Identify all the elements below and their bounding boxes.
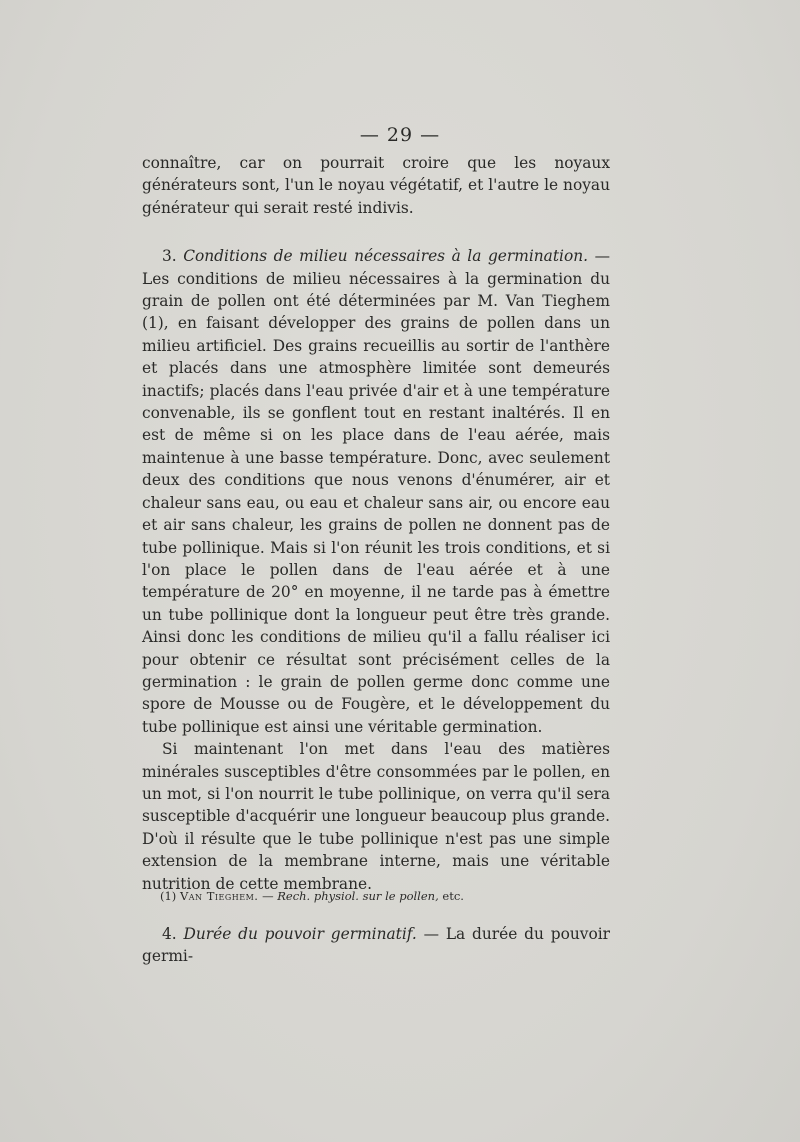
footnote-rest: etc. (442, 889, 464, 903)
section-title-conditions: Conditions de milieu nécessaires à la germination. (183, 247, 589, 266)
section-number-3: 3. (162, 247, 177, 266)
footnote-author: Van Tieghem. (179, 889, 259, 903)
paragraph-4 (142, 923, 610, 968)
paragraph-2-body: — Les conditions de milieu nécessaires à la germination du grain de pollen ont été déterminées par M. Van Tieghem (1), en faisant développer des grains de pollen dans un milieu artificiel. Des grains recueillis au sortir de l'anthère et placés dans une atmosphère limitée sont demeurés inactifs; placés dans l'eau privée d'air et à une température convenable, ils se gonflent tout en restant inaltérés. Il en est de même si on les place dans de l'eau aérée, mais maintenue à une basse température. Donc, avec seulement deux des conditions que nous venons d'énumérer, air et chaleur sans eau, ou eau et chaleur sans air, ou encore eau et air sans chaleur, les grains de pollen ne donnent pas de tube pollinique. Mais si l'on réunit les trois conditions, et si l'on place le pollen dans de l'eau aérée et à une température de 20° en moyenne, il ne tarde pas à émettre un tube pollinique dont la longueur peut être très grande. Ainsi donc les conditions de milieu qu'il a fallu réaliser ici pour obtenir ce résultat sont précisément celles de la germination : le grain de pollen germe donc comme une spore de Mousse ou de Fougère, et le développement du tube pollinique est ainsi une véritable germination. (142, 247, 610, 736)
footnote-dash: — (262, 889, 274, 903)
paragraph-2 (142, 245, 610, 738)
section-title-duree: Durée du pouvoir germinatif. (183, 925, 417, 943)
footnote-marker: (1) (160, 889, 177, 903)
paragraph-1: connaître, car on pourrait croire que les noyaux générateurs sont, l'un le noyau végétatif, et l'autre le noyau générateur qui serait resté indivis. (142, 154, 610, 217)
footnote (160, 888, 600, 904)
footnote-work: Rech. physiol. sur le pollen, (277, 889, 439, 903)
body-text (142, 152, 610, 968)
paragraph-4-body: — La durée du pouvoir germi- (142, 925, 610, 966)
section-number-4: 4. (162, 925, 177, 943)
paragraph-3: Si maintenant l'on met dans l'eau des matières minérales susceptibles d'être consommées par le pollen, en un mot, si l'on nourrit le tube pollinique, on verra qu'il sera susceptible d'acquérir une longueur beaucoup plus grande. D'où il résulte que le tube pollinique n'est pas une simple extension de la membrane interne, mais une véritable nutrition de cette membrane. (142, 740, 610, 893)
page-number: — 29 — (359, 124, 441, 146)
